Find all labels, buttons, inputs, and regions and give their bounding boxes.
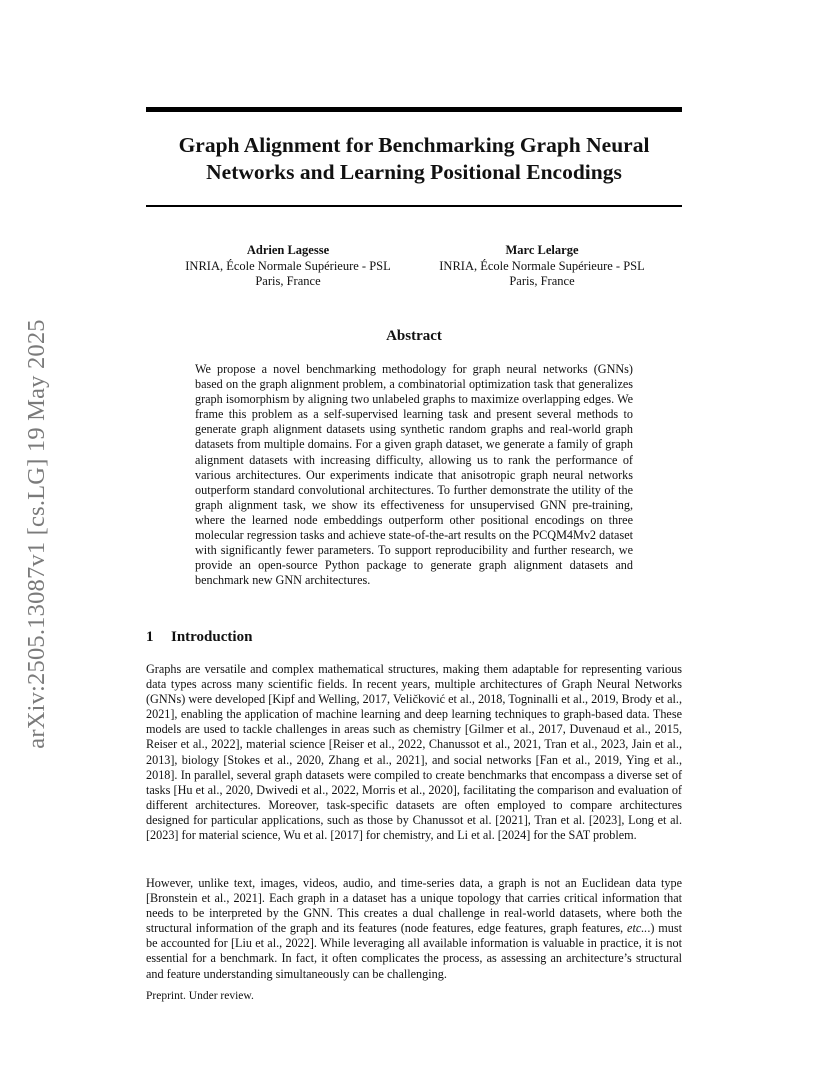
abstract-text: We propose a novel benchmarking methodology for graph neural networks (GNNs) based on the graph alignment problem, a combinatorial optimization task that generalizes graph isomorphism by aligning two unlabeled graphs to maximize overlapping edges. We frame this problem as a self-supervised learning task and present several methods to generate graph alignment datasets using synthetic random graphs and real-world graph datasets from multiple domains. For a given graph dataset, we generate a family of graph alignment datasets with increasing difficulty, allowing us to rank the performance of various architectures. Our experiments indicate that anisotropic graph neural networks outperform standard convolutional architectures. To further demonstrate the utility of the graph alignment task, we show its effectiveness for unsupervised GNN pre-training, where the learned node embeddings outperform other positional encodings on three molecular regression tasks and achieve state-of-the-art results on the PCQM4Mv2 dataset with significantly fewer parameters. To support reproducibility and further research, we provide an open-source Python package to generate graph alignment datasets and benchmark new GNN architectures. <box>195 362 633 588</box>
author-affiliation: INRIA, École Normale Supérieure - PSL <box>185 258 391 273</box>
intro-paragraph-2 <box>146 876 682 982</box>
author-name: Adrien Lagesse <box>246 243 330 257</box>
arxiv-identifier-stamp <box>20 294 54 774</box>
section-heading <box>146 629 252 646</box>
author-affiliation: INRIA, École Normale Supérieure - PSL <box>439 258 645 273</box>
title-bottom-rule <box>146 205 682 207</box>
title-top-rule <box>146 107 682 112</box>
paper-title: Graph Alignment for Benchmarking Graph Neural Networks and Learning Positional Encodings <box>178 133 650 184</box>
abstract-heading: Abstract <box>386 328 442 344</box>
author-name: Marc Lelarge <box>505 243 579 257</box>
section-title: Introduction <box>171 629 253 645</box>
author-location: Paris, France <box>509 274 575 288</box>
paragraph-text: However, unlike text, images, videos, audio, and time-series data, a graph is not an Euclidean data type [Bronstein et al., 2021]. Each graph in a dataset has a unique topology that carries critical information that needs to be interpreted by the GNN. This creates a dual challenge in real-world datasets, where both the structural information of the graph and its features (node features, edge features, graph features, <box>146 876 682 936</box>
author-block-1 <box>158 243 418 290</box>
section-number: 1 <box>146 629 154 645</box>
author-location: Paris, France <box>255 274 321 288</box>
author-block-2 <box>412 243 672 290</box>
paragraph-italic-text: etc.. <box>627 921 648 936</box>
arxiv-identifier-text: arXiv:2505.13087v1 [cs.LG] 19 May 2025 <box>23 319 50 749</box>
paragraph-text: .) must be accounted for [Liu et al., 2022]. While leveraging all available information is valuable in practice, it is not essential for a benchmark. In fact, it often complicates the process, as assessing an architecture’s structural and feature understanding simultaneously can be challenging. <box>146 921 682 981</box>
preprint-footer: Preprint. Under review. <box>146 990 254 1002</box>
intro-paragraph-1: Graphs are versatile and complex mathematical structures, making them adaptable for representing various data types across many scientific fields. In recent years, multiple architectures of Graph Neural Networks (GNNs) were developed [Kipf and Welling, 2017, Veličković et al., 2018, Togninalli et al., 2019, Brody et al., 2021], enabling the application of machine learning and deep learning techniques to graph-based data. These models are used to tackle challenges in areas such as chemistry [Gilmer et al., 2017, Duvenaud et al., 2015, Reiser et al., 2022], material science [Reiser et al., 2022, Chanussot et al., 2021, Tran et al., 2023, Jain et al., 2013], biology [Stokes et al., 2020, Zhang et al., 2021], and social networks [Fan et al., 2019, Ying et al., 2018]. In parallel, several graph datasets were compiled to create benchmarks that encompass a diverse set of tasks [Hu et al., 2020, Dwivedi et al., 2022, Morris et al., 2020], facilitating the comparison and evaluation of different architectures. Moreover, task-specific datasets are often employed to compare architectures designed for particular applications, such as those by Chanussot et al. [2021], Tran et al. [2023], Long et al. [2023] for material science, Wu et al. [2017] for chemistry, and Li et al. [2024] for the SAT problem. <box>146 662 682 843</box>
